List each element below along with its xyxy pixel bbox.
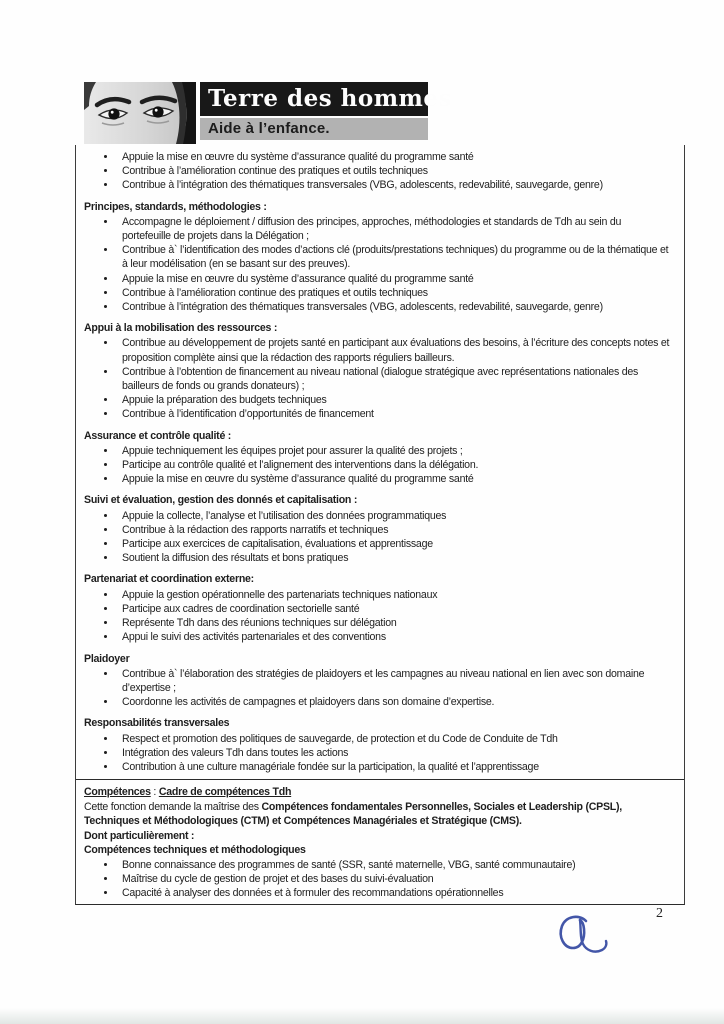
child-eyes-photo <box>84 82 196 144</box>
bullet-item: • Maîtrise du cycle de gestion de projet et des bases du suivi-évaluation <box>117 872 672 886</box>
section <box>84 652 672 710</box>
logo-subtitle: Aide à l’enfance. <box>200 118 428 140</box>
bullet-item: • Participe aux cadres de coordination sectorielle santé <box>117 602 672 616</box>
page-number: 2 <box>656 906 663 921</box>
bullet-item: • Respect et promotion des politiques de sauvegarde, de protection et du Code de Conduite de Tdh <box>117 732 672 746</box>
bullet-item: • Contribue à` l’élaboration des stratégies de plaidoyers et les campagnes au niveau national en lien avec son domaine d’expertise ; <box>117 667 672 695</box>
competences-paragraph <box>84 800 672 828</box>
bullet-item: • Contribue au développement de projets santé en participant aux évaluations des besoins, à l’écriture des concepts notes et proposition complète ainsi que la rédaction des rapports réguliers bailleurs. <box>117 336 672 364</box>
section-bullet-list <box>84 667 672 710</box>
logo-bars <box>200 82 452 140</box>
bullet-item: • Bonne connaissance des programmes de santé (SSR, santé maternelle, VBG, santé communautaire) <box>117 858 672 872</box>
scan-edge-artifact <box>0 1008 724 1024</box>
document-body-box <box>75 145 685 905</box>
bullet-item: • Appuie la mise en œuvre du système d’assurance qualité du programme santé <box>117 150 672 164</box>
section-bullet-list <box>84 215 672 314</box>
bullet-item: • Appuie la collecte, l’analyse et l’utilisation des données programmatiques <box>117 509 672 523</box>
competences-paragraph-prefix: Cette fonction demande la maîtrise des <box>84 801 262 814</box>
bullet-item: • Contribution à une culture managériale fondée sur la participation, la qualité et l’apprentissage <box>117 760 672 774</box>
bullet-item: • Accompagne le déploiement / diffusion des principes, approches, méthodologies et standards de Tdh au sein du portefeuille de projets dans la Délégation ; <box>117 215 672 243</box>
bullet-item: • Contribue à l’amélioration continue des pratiques et outils techniques <box>117 286 672 300</box>
section <box>84 572 672 644</box>
bullet-item: • Contribue à` l’identification des modes d’actions clé (produits/prestations techniques) du programme ou de la thématique et à leur modélisation (en se basant sur des preuves). <box>117 243 672 271</box>
bullet-item: • Contribue à l’obtention de financement au niveau national (dialogue stratégique avec représentations nationales des bailleurs de fonds ou grands donateurs) ; <box>117 365 672 393</box>
section-bullet-list <box>84 732 672 775</box>
bullet-item: • Contribue à l’intégration des thématiques transversales (VBG, adolescents, redevabilité, sauvegarde, genre) <box>117 300 672 314</box>
section-heading: Responsabilités transversales <box>84 717 230 730</box>
section-bullet-list <box>84 588 672 645</box>
section <box>84 200 672 315</box>
competences-label: Compétences <box>84 786 151 798</box>
bullet-item: • Appuie la mise en œuvre du système d’assurance qualité du programme santé <box>117 272 672 286</box>
bullet-item: • Soutient la diffusion des résultats et bons pratiques <box>117 551 672 565</box>
bullet-item: • Coordonne les activités de campagnes et plaidoyers dans son domaine d’expertise. <box>117 695 672 709</box>
handwritten-initial-signature <box>552 912 630 968</box>
section-heading: Principes, standards, méthodologies : <box>84 200 267 213</box>
bullet-item: • Représente Tdh dans des réunions techniques sur délégation <box>117 616 672 630</box>
bullet-item: • Participe au contrôle qualité et l’alignement des interventions dans la délégation. <box>117 458 672 472</box>
competences-separator: : <box>150 786 159 798</box>
section <box>84 493 672 565</box>
bullet-item: • Appui le suivi des activités partenariales et des conventions <box>117 630 672 644</box>
bullet-item: • Intégration des valeurs Tdh dans toutes les actions <box>117 746 672 760</box>
competences-heading <box>84 785 672 799</box>
section-bullet-list <box>84 336 672 421</box>
logo-title: Terre des hommes <box>200 82 428 116</box>
sections-container <box>84 200 672 775</box>
section <box>84 429 672 487</box>
bullet-item: • Contribue à l’intégration des thématiques transversales (VBG, adolescents, redevabilité, sauvegarde, genre) <box>117 178 672 192</box>
competences-bullet-list <box>84 858 672 901</box>
intro-bullet-list <box>84 150 672 193</box>
bullet-item: • Appuie la gestion opérationnelle des partenariats techniques nationaux <box>117 588 672 602</box>
section-heading: Suivi et évaluation, gestion des donnés et capitalisation : <box>84 494 358 507</box>
section-heading: Assurance et contrôle qualité : <box>84 429 232 442</box>
bullet-item: • Contribue à la rédaction des rapports narratifs et techniques <box>117 523 672 537</box>
section-heading: Partenariat et coordination externe: <box>84 573 254 586</box>
section-heading: Plaidoyer <box>84 652 130 665</box>
bullet-item: • Appuie la mise en œuvre du système d’assurance qualité du programme santé <box>117 472 672 486</box>
section-bullet-list <box>84 444 672 487</box>
dont-particulierement-line: Dont particulièrement : <box>84 829 195 842</box>
section-heading: Appui à la mobilisation des ressources : <box>84 322 278 335</box>
section <box>84 716 672 774</box>
bullet-item: • Appuie la préparation des budgets techniques <box>117 393 672 407</box>
tdh-logo <box>84 82 452 144</box>
responsibilities-cell <box>76 145 684 779</box>
competences-cell <box>76 779 684 905</box>
section-bullet-list <box>84 509 672 566</box>
bullet-item: • Appuie techniquement les équipes projet pour assurer la qualité des projets ; <box>117 444 672 458</box>
bullet-item: • Capacité à analyser des données et à formuler des recommandations opérationnelles <box>117 886 672 900</box>
competences-framework-link: Cadre de compétences Tdh <box>158 786 292 798</box>
competences-paragraph-bold: Compétences fondamentales Personnelles, Sociales et Leadership (CPSL), Techniques et Méthodologiques (CTM) et Compétences Managériales et Stratégique (CMS). <box>84 801 622 828</box>
bullet-item: • Participe aux exercices de capitalisation, évaluations et apprentissage <box>117 537 672 551</box>
section <box>84 321 672 421</box>
competences-subheading: Compétences techniques et méthodologiques <box>84 843 306 856</box>
bullet-item: • Contribue à l’amélioration continue des pratiques et outils techniques <box>117 164 672 178</box>
bullet-item: • Contribue à l’identification d’opportunités de financement <box>117 407 672 421</box>
